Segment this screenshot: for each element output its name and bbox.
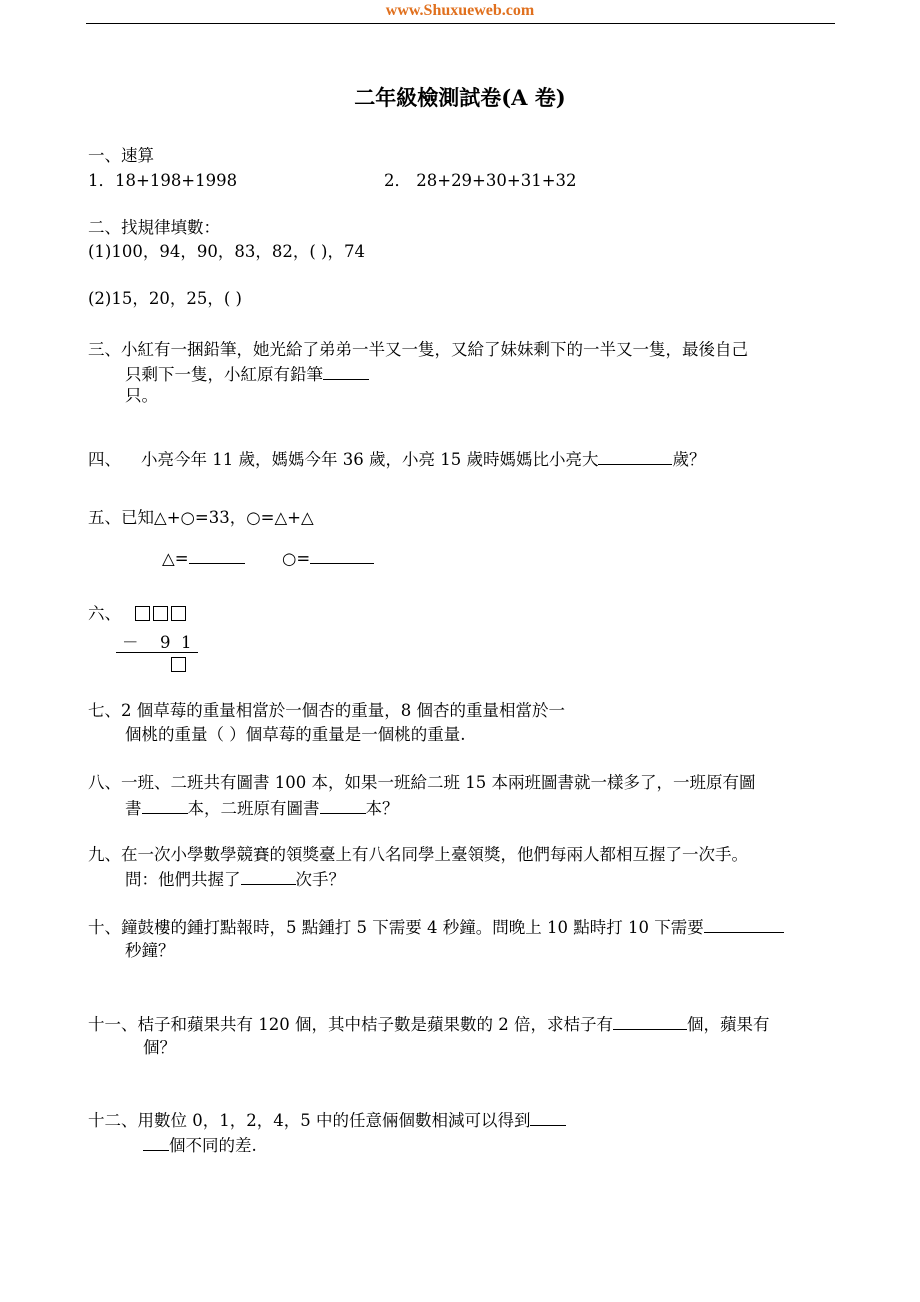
q6-digit-1: 1: [181, 633, 192, 652]
q9-line2-a: 問：他們共握了: [125, 870, 241, 889]
q9-line2-b: 次手？: [295, 870, 345, 889]
q6-digit-9: 9: [160, 633, 171, 652]
q11-line1: [88, 1013, 769, 1036]
q6-box-tens[interactable]: [153, 606, 168, 621]
q8-blank-class1[interactable]: [142, 797, 188, 814]
q8-line2-a: 書: [125, 799, 142, 818]
q2-heading: 二、找規律填數：: [88, 218, 220, 237]
q8-line1: 八、一班、二班共有圖書 100 本，如果一班給二班 15 本兩班圖書就一樣多了，一班原有圖: [88, 773, 756, 792]
q3-answer-blank[interactable]: [323, 363, 369, 380]
q4-label: 四、: [88, 450, 121, 469]
q6-subtraction-rule: [116, 652, 198, 653]
site-header: www.Shuxueweb.com: [385, 2, 535, 19]
q10-line2: 秒鐘？: [125, 941, 175, 960]
q4-answer-blank[interactable]: [598, 448, 672, 465]
q8-line2-c: 本？: [365, 799, 399, 818]
q5-triangle-label: △=: [162, 549, 189, 568]
q2-item-a: (1)100，94，90，83，82，( )，74: [88, 242, 365, 261]
q12-answer-blank-b[interactable]: [143, 1134, 169, 1151]
q5-triangle-answer: [162, 547, 245, 570]
page-title: 二年級檢測試卷(A 卷): [354, 85, 566, 110]
q7-line2: 個桃的重量（ ）個草莓的重量是一個桃的重量.: [125, 725, 466, 744]
q12-line2-text: 個不同的差.: [169, 1136, 257, 1155]
q9-answer-blank[interactable]: [241, 868, 296, 885]
q8-blank-class2[interactable]: [320, 797, 366, 814]
q5-circle-blank[interactable]: [310, 547, 374, 564]
q3-line2-text: 只剩下一隻，小紅原有鉛筆: [125, 365, 323, 384]
q5-circle-label: ○=: [282, 549, 311, 568]
q8-line2-b: 本，二班原有圖書: [187, 799, 320, 818]
q5-triangle-blank[interactable]: [189, 547, 245, 564]
q10-line1: [88, 916, 784, 939]
q10-line1-text: 十、鐘鼓樓的鍾打點報時，5 點鍾打 5 下需要 4 秒鐘。問晚上 10 點時打 10 下需要: [88, 918, 704, 937]
q12-line1-text: 十二、用數位 0，1，2，4，5 中的任意倆個數相減可以得到: [88, 1111, 531, 1130]
q12-answer-blank-a[interactable]: [530, 1109, 566, 1126]
q11-line1-a: 十一、桔子和蘋果共有 120 個，其中桔子數是蘋果數的 2 倍，求桔子有: [88, 1015, 613, 1034]
q3-line1: 三、小紅有一捆鉛筆，她光給了弟弟一半又一隻，又給了妹妹剩下的一半又一隻，最後自己: [88, 340, 748, 359]
q6-minus-sign: －: [122, 633, 139, 652]
q10-answer-blank[interactable]: [704, 916, 784, 933]
q4-line: [88, 448, 705, 471]
q5-line1: 五、已知△+○=33，○=△+△: [88, 508, 314, 527]
q11-line2: 個？: [143, 1038, 176, 1057]
q11-answer-blank[interactable]: [613, 1013, 687, 1030]
header-rule: [86, 23, 835, 24]
q6-box-result[interactable]: [171, 657, 186, 672]
q12-line2: [143, 1134, 257, 1157]
q1-heading: 一、速算: [88, 146, 154, 165]
q4-text: 小亮今年 11 歲，媽媽今年 36 歲，小亮 15 歲時媽媽比小亮大: [141, 450, 599, 469]
q1-item-a: 1．18+198+1998: [88, 171, 238, 190]
q8-line2: [125, 797, 399, 820]
q12-line1: [88, 1109, 566, 1132]
q3-line2: [125, 363, 369, 386]
q4-tail: 歲？: [672, 450, 706, 469]
q9-line1: 九、在一次小學數學競賽的領獎臺上有八名同學上臺領獎，他們每兩人都相互握了一次手。: [88, 845, 748, 864]
q6-label: 六、: [88, 604, 121, 623]
q9-line2: [125, 868, 345, 891]
q3-line3: 只。: [125, 386, 158, 405]
q1-item-b: 2． 28+29+30+31+32: [384, 171, 577, 190]
q2-item-b: (2)15，20，25，( ): [88, 289, 242, 308]
q5-circle-answer: [282, 547, 374, 570]
q6-box-hundreds[interactable]: [135, 606, 150, 621]
q11-line1-b: 個，蘋果有: [686, 1015, 770, 1034]
q7-line1: 七、2 個草莓的重量相當於一個杏的重量，8 個杏的重量相當於一: [88, 701, 565, 720]
q6-box-ones[interactable]: [171, 606, 186, 621]
